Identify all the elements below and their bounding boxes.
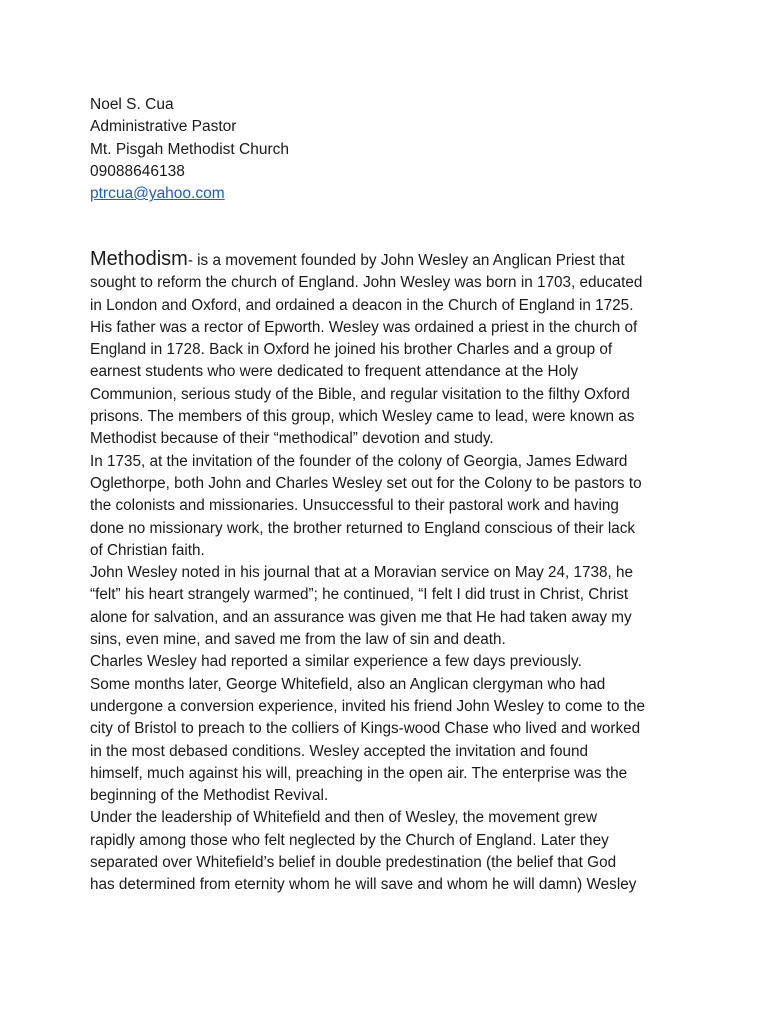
text-line: Communion, serious study of the Bible, and regular visitation to the filthy Oxford xyxy=(90,385,630,403)
phone-number: 09088646138 xyxy=(90,162,185,180)
article-heading: Methodism xyxy=(90,248,188,270)
church-name: Mt. Pisgah Methodist Church xyxy=(90,140,290,158)
text-line: beginning of the Methodist Revival. xyxy=(90,787,329,805)
text-line: earnest students who were dedicated to frequent attendance at the Holy xyxy=(90,363,579,381)
text-line: rapidly among those who felt neglected by the Church of England. Later they xyxy=(90,831,609,849)
text-line: in London and Oxford, and ordained a deacon in the Church of England in 1725. xyxy=(90,296,634,314)
text-line: “felt” his heart strangely warmed”; he continued, “I felt I did trust in Christ, Christ xyxy=(90,586,629,604)
email-link[interactable]: ptrcua@yahoo.com xyxy=(90,185,225,203)
text-line: prisons. The members of this group, which Wesley came to lead, were known as xyxy=(90,408,635,426)
text-line: Oglethorpe, both John and Charles Wesley set out for the Colony to be pastors to xyxy=(90,474,642,492)
text-line: has determined from eternity whom he will save and whom he will damn) Wesley xyxy=(90,876,637,894)
text-line: undergone a conversion experience, invited his friend John Wesley to come to the xyxy=(90,697,645,715)
text-line: In 1735, at the invitation of the founder of the colony of Georgia, James Edward xyxy=(90,452,628,470)
text-line: the colonists and missionaries. Unsuccessful to their pastoral work and having xyxy=(90,497,619,515)
author-name: Noel S. Cua xyxy=(90,96,174,113)
author-contact-block xyxy=(90,94,690,205)
text-line: separated over Whitefield’s belief in double predestination (the belief that God xyxy=(90,854,617,872)
text-line: done no missionary work, the brother returned to England conscious of their lack xyxy=(90,519,636,537)
article-body xyxy=(90,248,680,897)
text-line: Under the leadership of Whitefield and then of Wesley, the movement grew xyxy=(90,809,598,827)
author-title: Administrative Pastor xyxy=(90,118,237,136)
text-line: Methodist because of their “methodical” devotion and study. xyxy=(90,430,494,448)
text-line: city of Bristol to preach to the colliers of Kings-wood Chase who lived and worked xyxy=(90,720,641,738)
article-first-line-text: - is a movement founded by John Wesley an Anglican Priest that xyxy=(187,252,625,269)
text-line: John Wesley noted in his journal that at a Moravian service on May 24, 1738, he xyxy=(90,564,634,582)
text-line: of Christian faith. xyxy=(90,541,205,559)
text-line: Some months later, George Whitefield, also an Anglican clergyman who had xyxy=(90,675,606,693)
text-line: Charles Wesley had reported a similar experience a few days previously. xyxy=(90,653,582,671)
text-line: His father was a rector of Epworth. Wesley was ordained a priest in the church of xyxy=(90,318,638,336)
text-line: himself, much against his will, preaching in the open air. The enterprise was the xyxy=(90,764,628,782)
text-line: in the most debased conditions. Wesley accepted the invitation and found xyxy=(90,742,589,760)
text-line: alone for salvation, and an assurance was given me that He had taken away my xyxy=(90,608,632,626)
text-line: sought to reform the church of England. John Wesley was born in 1703, educated xyxy=(90,274,643,292)
article-first-line xyxy=(90,248,680,272)
text-line: sins, even mine, and saved me from the law of sin and death. xyxy=(90,631,506,649)
text-line: England in 1728. Back in Oxford he joined his brother Charles and a group of xyxy=(90,341,613,359)
